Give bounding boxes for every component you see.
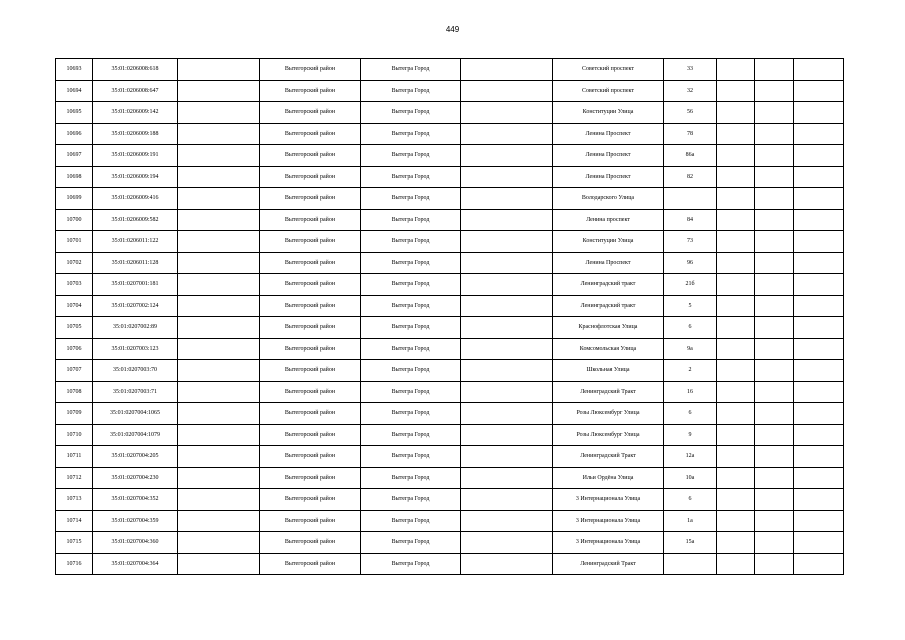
empty-cell xyxy=(755,80,794,102)
empty-cell xyxy=(717,188,755,210)
table-row xyxy=(56,188,844,210)
empty-cell xyxy=(794,209,844,231)
empty-cell xyxy=(755,102,794,124)
house-number-cell: 12а xyxy=(664,446,717,468)
empty-cell xyxy=(461,338,553,360)
locality-cell: Вытегра Город xyxy=(361,403,461,425)
empty-cell xyxy=(717,381,755,403)
empty-cell xyxy=(755,123,794,145)
page-number: 449 xyxy=(445,25,460,34)
empty-cell xyxy=(461,532,553,554)
empty-cell xyxy=(794,59,844,81)
empty-cell xyxy=(178,145,260,167)
empty-cell xyxy=(794,80,844,102)
empty-cell xyxy=(794,123,844,145)
empty-cell xyxy=(717,252,755,274)
district-cell: Вытегорский район xyxy=(260,532,361,554)
locality-cell: Вытегра Город xyxy=(361,295,461,317)
empty-cell xyxy=(178,338,260,360)
empty-cell xyxy=(717,532,755,554)
record-number-cell: 10707 xyxy=(56,360,93,382)
empty-cell xyxy=(755,274,794,296)
empty-cell xyxy=(755,381,794,403)
house-number-cell: 84 xyxy=(664,209,717,231)
street-cell: Конституции Улица xyxy=(553,102,664,124)
table-row xyxy=(56,209,844,231)
table-row xyxy=(56,553,844,575)
empty-cell xyxy=(717,489,755,511)
empty-cell xyxy=(717,338,755,360)
empty-cell xyxy=(794,274,844,296)
record-number-cell: 10706 xyxy=(56,338,93,360)
locality-cell: Вытегра Город xyxy=(361,510,461,532)
street-cell: 3 Интернационала Улица xyxy=(553,532,664,554)
empty-cell xyxy=(178,510,260,532)
street-cell: Школьная Улица xyxy=(553,360,664,382)
street-cell: Ленинградский тракт xyxy=(553,295,664,317)
empty-cell xyxy=(755,252,794,274)
cadastral-number-cell: 35:01:0206009:142 xyxy=(93,102,178,124)
locality-cell: Вытегра Город xyxy=(361,145,461,167)
empty-cell xyxy=(717,102,755,124)
house-number-cell: 32 xyxy=(664,80,717,102)
empty-cell xyxy=(461,360,553,382)
empty-cell xyxy=(178,467,260,489)
district-cell: Вытегорский район xyxy=(260,553,361,575)
cadastral-number-cell: 35:01:0207004:364 xyxy=(93,553,178,575)
district-cell: Вытегорский район xyxy=(260,59,361,81)
cadastral-number-cell: 35:01:0207004:360 xyxy=(93,532,178,554)
table-row xyxy=(56,424,844,446)
house-number-cell xyxy=(664,553,717,575)
street-cell: Ленина проспект xyxy=(553,209,664,231)
empty-cell xyxy=(755,231,794,253)
empty-cell xyxy=(755,532,794,554)
empty-cell xyxy=(178,166,260,188)
empty-cell xyxy=(717,553,755,575)
empty-cell xyxy=(717,145,755,167)
street-cell: 3 Интернационала Улица xyxy=(553,489,664,511)
empty-cell xyxy=(178,424,260,446)
empty-cell xyxy=(461,381,553,403)
table-row xyxy=(56,446,844,468)
empty-cell xyxy=(178,102,260,124)
street-cell: Советский проспект xyxy=(553,80,664,102)
empty-cell xyxy=(755,166,794,188)
cadastral-number-cell: 35:01:0207003:70 xyxy=(93,360,178,382)
house-number-cell: 15а xyxy=(664,532,717,554)
empty-cell xyxy=(461,489,553,511)
cadastral-number-cell: 35:01:0206008:647 xyxy=(93,80,178,102)
empty-cell xyxy=(717,403,755,425)
empty-cell xyxy=(178,532,260,554)
cadastral-number-cell: 35:01:0207002:89 xyxy=(93,317,178,339)
house-number-cell: 6 xyxy=(664,403,717,425)
locality-cell: Вытегра Город xyxy=(361,424,461,446)
cadastral-number-cell: 35:01:0206008:618 xyxy=(93,59,178,81)
empty-cell xyxy=(461,467,553,489)
table-row xyxy=(56,80,844,102)
record-number-cell: 10714 xyxy=(56,510,93,532)
house-number-cell: 96 xyxy=(664,252,717,274)
empty-cell xyxy=(178,295,260,317)
street-cell: Ильи Ордёна Улица xyxy=(553,467,664,489)
cadastral-number-cell: 35:01:0207004:205 xyxy=(93,446,178,468)
empty-cell xyxy=(717,231,755,253)
empty-cell xyxy=(794,489,844,511)
empty-cell xyxy=(717,274,755,296)
empty-cell xyxy=(178,123,260,145)
empty-cell xyxy=(755,295,794,317)
locality-cell: Вытегра Город xyxy=(361,209,461,231)
cadastral-number-cell: 35:01:0206009:194 xyxy=(93,166,178,188)
empty-cell xyxy=(755,403,794,425)
street-cell: 3 Интернационала Улица xyxy=(553,510,664,532)
record-number-cell: 10710 xyxy=(56,424,93,446)
table-row xyxy=(56,252,844,274)
district-cell: Вытегорский район xyxy=(260,467,361,489)
district-cell: Вытегорский район xyxy=(260,274,361,296)
district-cell: Вытегорский район xyxy=(260,252,361,274)
street-cell: Ленинградский Тракт xyxy=(553,553,664,575)
table-row xyxy=(56,403,844,425)
district-cell: Вытегорский район xyxy=(260,489,361,511)
empty-cell xyxy=(755,188,794,210)
empty-cell xyxy=(794,102,844,124)
table-row xyxy=(56,510,844,532)
empty-cell xyxy=(794,338,844,360)
district-cell: Вытегорский район xyxy=(260,317,361,339)
empty-cell xyxy=(717,123,755,145)
empty-cell xyxy=(794,532,844,554)
empty-cell xyxy=(717,360,755,382)
table-row xyxy=(56,532,844,554)
district-cell: Вытегорский район xyxy=(260,403,361,425)
locality-cell: Вытегра Город xyxy=(361,166,461,188)
record-number-cell: 10697 xyxy=(56,145,93,167)
record-number-cell: 10716 xyxy=(56,553,93,575)
empty-cell xyxy=(794,252,844,274)
record-number-cell: 10705 xyxy=(56,317,93,339)
record-number-cell: 10696 xyxy=(56,123,93,145)
table-row xyxy=(56,317,844,339)
locality-cell: Вытегра Город xyxy=(361,252,461,274)
record-number-cell: 10713 xyxy=(56,489,93,511)
empty-cell xyxy=(794,166,844,188)
empty-cell xyxy=(755,317,794,339)
empty-cell xyxy=(461,510,553,532)
empty-cell xyxy=(461,231,553,253)
empty-cell xyxy=(717,80,755,102)
empty-cell xyxy=(178,59,260,81)
empty-cell xyxy=(178,274,260,296)
empty-cell xyxy=(794,553,844,575)
district-cell: Вытегорский район xyxy=(260,338,361,360)
house-number-cell: 86а xyxy=(664,145,717,167)
locality-cell: Вытегра Город xyxy=(361,317,461,339)
record-number-cell: 10708 xyxy=(56,381,93,403)
locality-cell: Вытегра Город xyxy=(361,231,461,253)
empty-cell xyxy=(755,446,794,468)
house-number-cell: 6 xyxy=(664,489,717,511)
street-cell: Конституции Улица xyxy=(553,231,664,253)
empty-cell xyxy=(794,446,844,468)
table-row xyxy=(56,145,844,167)
locality-cell: Вытегра Город xyxy=(361,102,461,124)
empty-cell xyxy=(178,446,260,468)
district-cell: Вытегорский район xyxy=(260,360,361,382)
record-number-cell: 10694 xyxy=(56,80,93,102)
house-number-cell: 2 xyxy=(664,360,717,382)
record-number-cell: 10693 xyxy=(56,59,93,81)
street-cell: Краснофлотская Улица xyxy=(553,317,664,339)
empty-cell xyxy=(178,188,260,210)
district-cell: Вытегорский район xyxy=(260,209,361,231)
district-cell: Вытегорский район xyxy=(260,80,361,102)
empty-cell xyxy=(794,510,844,532)
empty-cell xyxy=(717,424,755,446)
empty-cell xyxy=(794,295,844,317)
empty-cell xyxy=(461,553,553,575)
district-cell: Вытегорский район xyxy=(260,381,361,403)
registry-table xyxy=(55,58,844,575)
empty-cell xyxy=(794,231,844,253)
empty-cell xyxy=(794,381,844,403)
house-number-cell: 33 xyxy=(664,59,717,81)
empty-cell xyxy=(717,317,755,339)
house-number-cell: 21б xyxy=(664,274,717,296)
locality-cell: Вытегра Город xyxy=(361,338,461,360)
record-number-cell: 10703 xyxy=(56,274,93,296)
table-row xyxy=(56,59,844,81)
cadastral-number-cell: 35:01:0206009:416 xyxy=(93,188,178,210)
record-number-cell: 10712 xyxy=(56,467,93,489)
record-number-cell: 10709 xyxy=(56,403,93,425)
district-cell: Вытегорский район xyxy=(260,424,361,446)
cadastral-number-cell: 35:01:0206009:582 xyxy=(93,209,178,231)
locality-cell: Вытегра Город xyxy=(361,532,461,554)
record-number-cell: 10700 xyxy=(56,209,93,231)
district-cell: Вытегорский район xyxy=(260,102,361,124)
cadastral-number-cell: 35:01:0206011:122 xyxy=(93,231,178,253)
table-row xyxy=(56,102,844,124)
empty-cell xyxy=(461,295,553,317)
house-number-cell: 5 xyxy=(664,295,717,317)
cadastral-number-cell: 35:01:0207004:359 xyxy=(93,510,178,532)
table-row xyxy=(56,467,844,489)
locality-cell: Вытегра Город xyxy=(361,80,461,102)
table-row xyxy=(56,360,844,382)
table-row xyxy=(56,166,844,188)
empty-cell xyxy=(717,295,755,317)
empty-cell xyxy=(794,424,844,446)
district-cell: Вытегорский район xyxy=(260,510,361,532)
empty-cell xyxy=(717,467,755,489)
locality-cell: Вытегра Город xyxy=(361,381,461,403)
locality-cell: Вытегра Город xyxy=(361,274,461,296)
empty-cell xyxy=(717,59,755,81)
empty-cell xyxy=(755,338,794,360)
table-body xyxy=(56,59,844,575)
house-number-cell: 16 xyxy=(664,381,717,403)
empty-cell xyxy=(178,252,260,274)
empty-cell xyxy=(755,467,794,489)
cadastral-number-cell: 35:01:0206009:191 xyxy=(93,145,178,167)
street-cell: Володарского Улица xyxy=(553,188,664,210)
street-cell: Ленинградский тракт xyxy=(553,274,664,296)
locality-cell: Вытегра Город xyxy=(361,446,461,468)
empty-cell xyxy=(461,59,553,81)
house-number-cell: 56 xyxy=(664,102,717,124)
empty-cell xyxy=(461,252,553,274)
record-number-cell: 10701 xyxy=(56,231,93,253)
table-row xyxy=(56,123,844,145)
record-number-cell: 10699 xyxy=(56,188,93,210)
cadastral-number-cell: 35:01:0207003:71 xyxy=(93,381,178,403)
locality-cell: Вытегра Город xyxy=(361,360,461,382)
street-cell: Розы Люксембург Улица xyxy=(553,424,664,446)
empty-cell xyxy=(178,489,260,511)
empty-cell xyxy=(755,489,794,511)
empty-cell xyxy=(794,403,844,425)
locality-cell: Вытегра Город xyxy=(361,553,461,575)
table-row xyxy=(56,381,844,403)
empty-cell xyxy=(178,209,260,231)
empty-cell xyxy=(755,59,794,81)
record-number-cell: 10698 xyxy=(56,166,93,188)
house-number-cell: 1а xyxy=(664,510,717,532)
cadastral-number-cell: 35:01:0206011:128 xyxy=(93,252,178,274)
record-number-cell: 10695 xyxy=(56,102,93,124)
empty-cell xyxy=(717,209,755,231)
table-row xyxy=(56,489,844,511)
empty-cell xyxy=(461,123,553,145)
street-cell: Ленина Проспект xyxy=(553,145,664,167)
district-cell: Вытегорский район xyxy=(260,123,361,145)
house-number-cell: 73 xyxy=(664,231,717,253)
district-cell: Вытегорский район xyxy=(260,166,361,188)
empty-cell xyxy=(794,145,844,167)
house-number-cell: 6 xyxy=(664,317,717,339)
district-cell: Вытегорский район xyxy=(260,231,361,253)
empty-cell xyxy=(178,553,260,575)
record-number-cell: 10704 xyxy=(56,295,93,317)
house-number-cell: 10а xyxy=(664,467,717,489)
empty-cell xyxy=(461,209,553,231)
cadastral-number-cell: 35:01:0207002:124 xyxy=(93,295,178,317)
empty-cell xyxy=(178,381,260,403)
cadastral-number-cell: 35:01:0207004:1079 xyxy=(93,424,178,446)
locality-cell: Вытегра Город xyxy=(361,59,461,81)
cadastral-number-cell: 35:01:0207004:230 xyxy=(93,467,178,489)
locality-cell: Вытегра Город xyxy=(361,467,461,489)
empty-cell xyxy=(178,80,260,102)
district-cell: Вытегорский район xyxy=(260,188,361,210)
empty-cell xyxy=(717,446,755,468)
house-number-cell: 78 xyxy=(664,123,717,145)
empty-cell xyxy=(461,145,553,167)
empty-cell xyxy=(794,467,844,489)
cadastral-number-cell: 35:01:0206009:188 xyxy=(93,123,178,145)
cadastral-number-cell: 35:01:0207003:123 xyxy=(93,338,178,360)
house-number-cell: 9а xyxy=(664,338,717,360)
empty-cell xyxy=(717,510,755,532)
street-cell: Ленинградский Тракт xyxy=(553,381,664,403)
table-row xyxy=(56,231,844,253)
empty-cell xyxy=(461,80,553,102)
empty-cell xyxy=(717,166,755,188)
empty-cell xyxy=(461,166,553,188)
record-number-cell: 10711 xyxy=(56,446,93,468)
table-row xyxy=(56,338,844,360)
empty-cell xyxy=(755,424,794,446)
house-number-cell xyxy=(664,188,717,210)
empty-cell xyxy=(461,317,553,339)
empty-cell xyxy=(461,424,553,446)
locality-cell: Вытегра Город xyxy=(361,489,461,511)
empty-cell xyxy=(755,145,794,167)
empty-cell xyxy=(461,274,553,296)
empty-cell xyxy=(755,553,794,575)
empty-cell xyxy=(755,510,794,532)
district-cell: Вытегорский район xyxy=(260,446,361,468)
district-cell: Вытегорский район xyxy=(260,295,361,317)
cadastral-number-cell: 35:01:0207004:352 xyxy=(93,489,178,511)
street-cell: Ленина Проспект xyxy=(553,123,664,145)
empty-cell xyxy=(178,317,260,339)
street-cell: Комсомольская Улица xyxy=(553,338,664,360)
street-cell: Ленина Проспект xyxy=(553,166,664,188)
empty-cell xyxy=(755,209,794,231)
cadastral-number-cell: 35:01:0207004:1065 xyxy=(93,403,178,425)
street-cell: Розы Люксембург Улица xyxy=(553,403,664,425)
street-cell: Ленина Проспект xyxy=(553,252,664,274)
empty-cell xyxy=(461,188,553,210)
empty-cell xyxy=(461,102,553,124)
house-number-cell: 9 xyxy=(664,424,717,446)
empty-cell xyxy=(178,403,260,425)
street-cell: Ленинградский Тракт xyxy=(553,446,664,468)
empty-cell xyxy=(794,360,844,382)
district-cell: Вытегорский район xyxy=(260,145,361,167)
empty-cell xyxy=(794,317,844,339)
empty-cell xyxy=(755,360,794,382)
locality-cell: Вытегра Город xyxy=(361,188,461,210)
empty-cell xyxy=(178,360,260,382)
street-cell: Советский проспект xyxy=(553,59,664,81)
locality-cell: Вытегра Город xyxy=(361,123,461,145)
empty-cell xyxy=(794,188,844,210)
record-number-cell: 10702 xyxy=(56,252,93,274)
record-number-cell: 10715 xyxy=(56,532,93,554)
empty-cell xyxy=(178,231,260,253)
table-row xyxy=(56,295,844,317)
empty-cell xyxy=(461,403,553,425)
house-number-cell: 82 xyxy=(664,166,717,188)
cadastral-number-cell: 35:01:0207001:181 xyxy=(93,274,178,296)
table-row xyxy=(56,274,844,296)
empty-cell xyxy=(461,446,553,468)
